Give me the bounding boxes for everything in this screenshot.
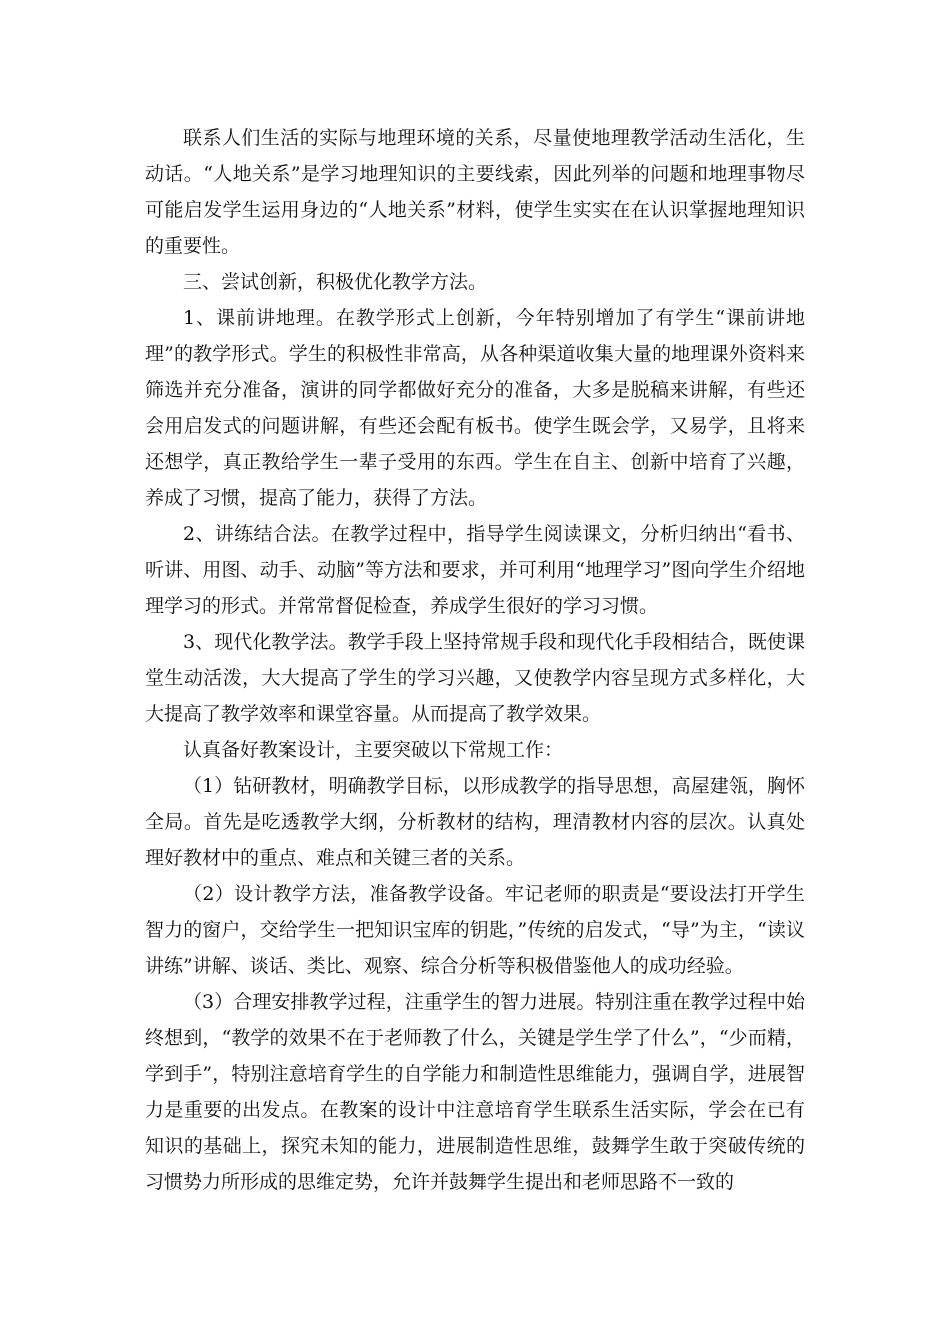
paragraph-lesson-plan: 认真备好教案设计，主要突破以下常规工作： [183,739,564,761]
paragraph-method-1: 1、课前讲地理。在教学形式上创新，今年特别增加了有学生“课前讲地理”的教学形式。学生的积极性非常高，从各种渠道收集大量的地理课外资料来筛选并充分准备，演讲的同学都做好充分的准备，大多是脱稿来讲解，有些还会用启发式的问题讲解，有些还会配有板书。使学生既会学，又易学，且将来还想学，真正教给学生一辈子受用的东西。学生在自主、创新中培育了兴趣，养成了习惯，提高了能力，获得了方法。 [145,307,805,509]
document-body [145,120,805,1200]
paragraph-item-2: （2）设计教学方法，准备教学设备。牢记老师的职责是“要设法打开学生智力的窗户，交给学生一把知识宝库的钥匙，”传统的启发式，“导”为主，“读议讲练”讲解、谈话、类比、观察、综合分析等积极借鉴他人的成功经验。 [145,883,805,977]
paragraph-item-3: （3）合理安排教学过程，注重学生的智力进展。特别注重在教学过程中始终想到，“教学的效果不在于老师教了什么，关键是学生学了什么”，“少而精，学到手”，特别注意培育学生的自学能力和制造性思维能力，强调自学，进展智力是重要的出发点。在教案的设计中注意培育学生联系生活实际，学会在已有知识的基础上，探究未知的能力，进展制造性思维，鼓舞学生敢于突破传统的习惯势力所形成的思维定势，允许并鼓舞学生提出和老师思路不一致的 [145,991,805,1193]
paragraph-method-2: 2、讲练结合法。在教学过程中，指导学生阅读课文，分析归纳出“看书、听讲、用图、动手、动脑”等方法和要求，并可利用“地理学习”图向学生介绍地理学习的形式。并常常督促检查，养成学生很好的学习习惯。 [145,523,805,617]
section-heading: 三、尝试创新，积极优化教学方法。 [183,271,488,293]
paragraph-method-3: 3、现代化教学法。教学手段上坚持常规手段和现代化手段相结合，既使课堂生动活泼，大大提高了学生的学习兴趣，又使教学内容呈现方式多样化，大大提高了教学效率和课堂容量。从而提高了教学效果。 [145,631,805,725]
paragraph-intro: 联系人们生活的实际与地理环境的关系，尽量使地理教学活动生活化，生动话。“人地关系”是学习地理知识的主要线索，因此列举的问题和地理事物尽可能启发学生运用身边的“人地关系”材料，使学生实实在在认识掌握地理知识的重要性。 [145,127,805,257]
paragraph-item-1: （1）钻研教材，明确教学目标，以形成教学的指导思想，高屋建瓴，胸怀全局。首先是吃透教学大纲，分析教材的结构，理清教材内容的层次。认真处理好教材中的重点、难点和关键三者的关系。 [145,775,805,869]
